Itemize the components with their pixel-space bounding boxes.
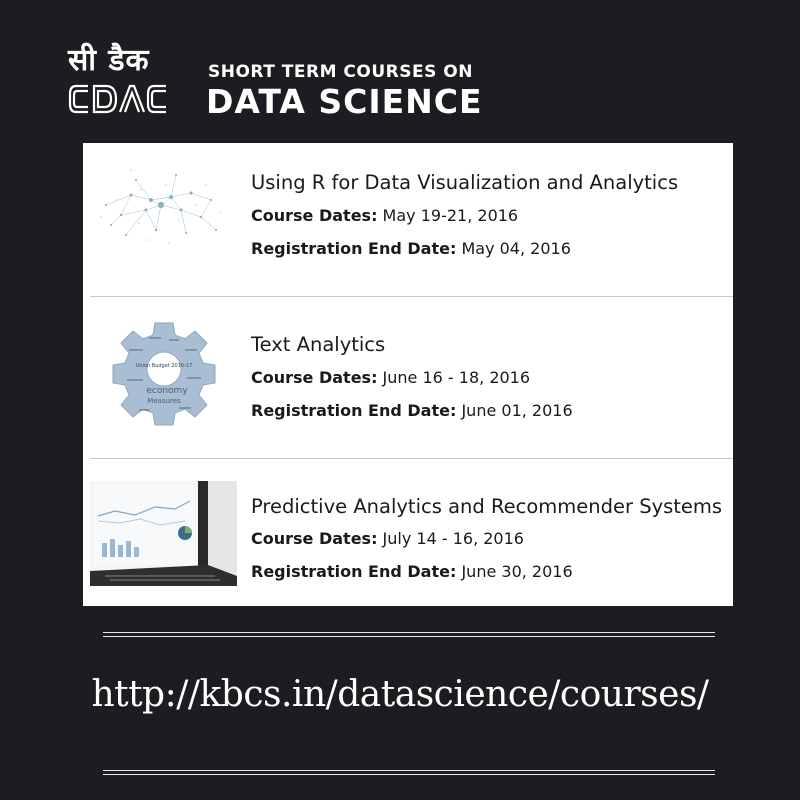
course-dates-label: Course Dates: — [251, 529, 378, 548]
course-dates-label: Course Dates: — [251, 368, 378, 387]
course-dates-value: May 19-21, 2016 — [377, 206, 519, 225]
laptop-dashboard-image — [90, 481, 237, 586]
course-dates-value: July 14 - 16, 2016 — [377, 529, 524, 548]
course-item — [83, 143, 733, 297]
course-dates-value: June 16 - 18, 2016 — [377, 368, 531, 387]
network-graph-image — [91, 155, 231, 255]
course-item — [83, 297, 733, 451]
divider-rule-bottom — [103, 770, 715, 775]
logo-hindi-text: सी डैक — [68, 43, 150, 78]
course-list-panel — [83, 143, 733, 606]
registration-end-date — [251, 562, 573, 581]
course-dates — [251, 368, 530, 387]
course-title: Using R for Data Visualization and Analytics — [251, 171, 679, 194]
word-cloud-gear-image — [109, 319, 219, 429]
registration-end-date — [251, 401, 573, 420]
courses-url-link[interactable]: http://kbcs.in/datascience/courses/ — [91, 674, 709, 715]
registration-label: Registration End Date: — [251, 562, 457, 581]
registration-label: Registration End Date: — [251, 401, 457, 420]
course-dates — [251, 206, 518, 225]
cdac-wordmark-logo — [68, 82, 188, 116]
registration-value: June 30, 2016 — [456, 562, 573, 581]
cdac-logo — [68, 38, 188, 118]
gear-center-text-1: Union Budget 2016-17 — [135, 363, 193, 369]
header-title: DATA SCIENCE — [206, 82, 483, 121]
divider-rule-top — [103, 632, 715, 637]
course-item — [83, 459, 733, 606]
gear-word-measures: Measures — [147, 397, 181, 405]
course-title: Predictive Analytics and Recommender Systems — [251, 495, 723, 518]
registration-label: Registration End Date: — [251, 239, 457, 258]
course-title: Text Analytics — [251, 333, 386, 356]
registration-value: June 01, 2016 — [456, 401, 573, 420]
registration-value: May 04, 2016 — [456, 239, 571, 258]
course-dates — [251, 529, 524, 548]
registration-end-date — [251, 239, 571, 258]
header-subtitle: SHORT TERM COURSES ON — [208, 62, 473, 82]
gear-word-economy: economy — [146, 386, 188, 396]
course-dates-label: Course Dates: — [251, 206, 378, 225]
